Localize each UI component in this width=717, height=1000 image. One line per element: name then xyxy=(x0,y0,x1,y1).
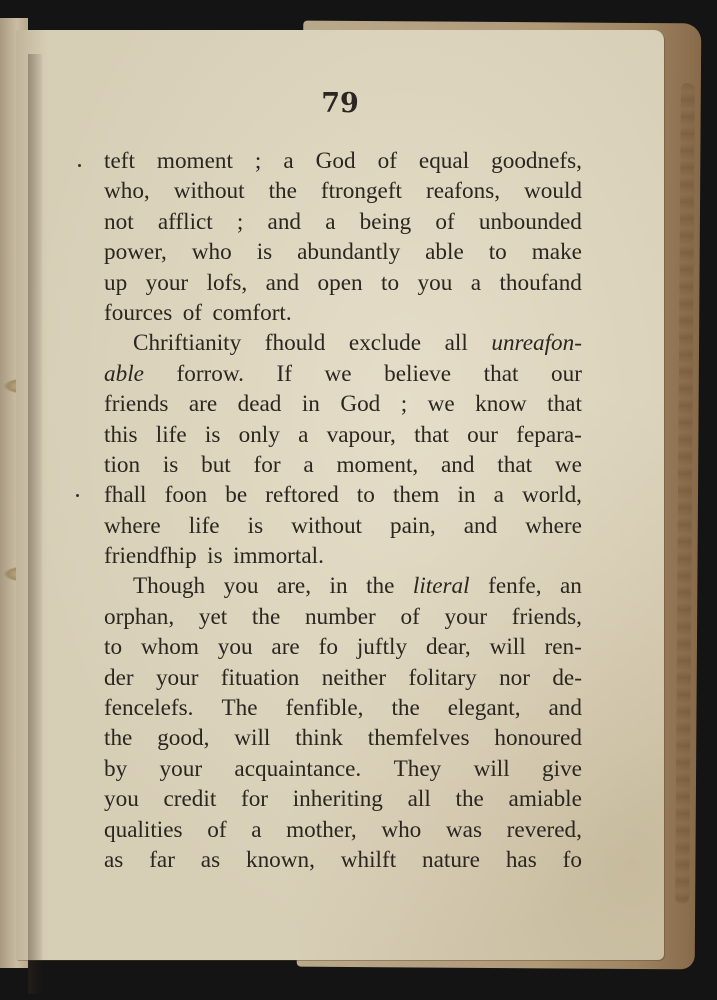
word: who, xyxy=(104,178,150,205)
word: known, xyxy=(245,846,315,873)
word: all xyxy=(444,330,468,357)
word: neither xyxy=(321,664,387,691)
word: qualities xyxy=(104,816,183,843)
ink-speck xyxy=(76,494,79,497)
word: the xyxy=(366,573,395,600)
word: honoured xyxy=(494,725,582,752)
word: and xyxy=(265,269,300,296)
word: of xyxy=(400,603,420,630)
word: and xyxy=(441,451,475,478)
word: inheriting xyxy=(292,786,383,813)
word: moment xyxy=(156,148,233,174)
text-line xyxy=(104,389,582,419)
word: but xyxy=(201,451,231,478)
word: and xyxy=(548,695,582,722)
text-line xyxy=(104,480,582,510)
word: in xyxy=(329,573,348,600)
word: thoufand xyxy=(499,269,582,296)
word: are, xyxy=(276,573,312,600)
word: a xyxy=(470,269,482,296)
text-line xyxy=(104,359,582,389)
word: themfelves xyxy=(367,725,470,752)
word: Chriftianity xyxy=(133,330,242,357)
word: dear, xyxy=(425,634,471,661)
word: all xyxy=(407,786,431,813)
text-line xyxy=(104,237,582,267)
word: ftrongeft xyxy=(320,178,402,205)
word: fepara- xyxy=(516,421,582,448)
word: that xyxy=(483,360,519,387)
word: a xyxy=(251,816,262,843)
word: are xyxy=(188,391,218,418)
word: revered, xyxy=(506,816,582,843)
word: will xyxy=(489,634,526,661)
word: comfort. xyxy=(212,299,292,326)
text-line xyxy=(104,420,582,450)
word: nature xyxy=(422,846,480,873)
word: up xyxy=(104,269,128,296)
word: we xyxy=(427,391,455,418)
word: moment, xyxy=(336,451,419,478)
word: folitary xyxy=(408,664,477,691)
word: has xyxy=(505,846,537,873)
word: unreafon- xyxy=(491,330,582,357)
word: If xyxy=(276,360,292,387)
book-page xyxy=(16,30,664,960)
text-line xyxy=(104,450,582,480)
word: we xyxy=(554,451,582,478)
word: your xyxy=(159,755,203,782)
word: the xyxy=(391,695,420,722)
word: reftored xyxy=(265,482,339,509)
word: we xyxy=(324,360,352,387)
text-line xyxy=(104,815,582,845)
word: only xyxy=(238,421,280,448)
word: in xyxy=(301,391,320,418)
word: without xyxy=(291,512,362,539)
word: where xyxy=(525,512,582,539)
word: number xyxy=(304,603,376,630)
word: a xyxy=(325,208,336,235)
word: fo xyxy=(562,846,582,873)
word: for xyxy=(253,451,281,478)
word: God xyxy=(315,148,356,174)
word: make xyxy=(531,239,582,266)
word: the xyxy=(251,603,281,630)
word: fituation xyxy=(220,664,300,691)
word: life xyxy=(155,421,187,448)
text-line xyxy=(104,663,582,693)
text-line xyxy=(104,298,582,328)
word: life xyxy=(188,512,220,539)
word: reafons, xyxy=(425,178,501,205)
word: able xyxy=(104,360,144,387)
word: literal xyxy=(412,573,470,600)
word: friendfhip xyxy=(104,543,197,570)
word: your xyxy=(145,269,189,296)
word: where xyxy=(104,512,161,539)
word: who xyxy=(381,816,422,843)
word: to xyxy=(356,482,375,509)
word: juftly xyxy=(356,634,408,661)
word: is xyxy=(162,451,179,478)
word: open xyxy=(317,269,363,296)
word: orphan, xyxy=(104,603,175,630)
word: a xyxy=(298,421,309,448)
page-number: 79 xyxy=(321,88,359,119)
word: the xyxy=(455,786,484,813)
word: Though xyxy=(133,573,206,600)
word: your xyxy=(155,664,199,691)
word: friends xyxy=(104,391,169,418)
word: a xyxy=(283,148,294,174)
word: think xyxy=(295,725,343,752)
text-line xyxy=(104,632,582,662)
word: who xyxy=(191,239,232,266)
word: pain, xyxy=(390,512,436,539)
word: to xyxy=(381,269,400,296)
word: der xyxy=(104,664,134,691)
word: fencelefs. xyxy=(104,695,194,722)
word: that xyxy=(497,451,533,478)
word: friends, xyxy=(511,603,582,630)
word: this xyxy=(104,421,138,448)
word: credit xyxy=(163,786,217,813)
word: know xyxy=(475,391,527,418)
word: power, xyxy=(104,239,167,266)
text-line xyxy=(104,146,582,176)
word: fhould xyxy=(264,330,326,357)
text-line xyxy=(104,328,582,358)
word: fhall xyxy=(104,482,147,509)
word: ; xyxy=(400,391,408,418)
word: is xyxy=(204,421,221,448)
word: to xyxy=(488,239,507,266)
word: amiable xyxy=(508,786,582,813)
word: whom xyxy=(140,634,199,661)
text-line xyxy=(104,784,582,814)
word: nor xyxy=(499,664,530,691)
word: are xyxy=(271,634,300,661)
word: exclude xyxy=(348,330,422,357)
word: the xyxy=(104,725,133,752)
ink-speck xyxy=(78,164,81,167)
word: that xyxy=(414,421,449,448)
word: The xyxy=(221,695,258,722)
word: you xyxy=(223,573,259,600)
word: an xyxy=(560,573,582,600)
word: is xyxy=(207,543,223,570)
word: fenfe, xyxy=(488,573,542,600)
word: your xyxy=(444,603,488,630)
text-line xyxy=(104,845,582,875)
page-gutter xyxy=(28,54,42,994)
word: being xyxy=(359,208,412,235)
word: of xyxy=(377,148,397,174)
word: a xyxy=(303,451,314,478)
word: is xyxy=(256,239,273,266)
text-line xyxy=(104,723,582,753)
word: give xyxy=(542,755,582,782)
word: ren- xyxy=(544,634,582,661)
word: you xyxy=(417,269,453,296)
word: would xyxy=(524,178,582,205)
word: without xyxy=(173,178,245,205)
word: mother, xyxy=(286,816,357,843)
word: whilft xyxy=(340,846,397,873)
word: believe xyxy=(384,360,452,387)
text-line xyxy=(104,176,582,206)
word: yet xyxy=(198,603,228,630)
word: They xyxy=(393,755,442,782)
word: that xyxy=(547,391,582,418)
word: far xyxy=(149,846,175,873)
word: in xyxy=(457,482,476,509)
word: to xyxy=(104,634,123,661)
word: vapour, xyxy=(326,421,396,448)
word: dead xyxy=(237,391,282,418)
word: ; xyxy=(254,148,262,174)
word: tion xyxy=(104,451,141,478)
word: of xyxy=(182,299,203,326)
word: teft xyxy=(104,148,135,174)
word: you xyxy=(217,634,253,661)
text-line xyxy=(104,268,582,298)
word: as xyxy=(200,846,221,873)
word: good, xyxy=(157,725,210,752)
word: fenfible, xyxy=(285,695,364,722)
text-line xyxy=(104,693,582,723)
text-line xyxy=(104,754,582,784)
word: will xyxy=(473,755,510,782)
word: ; xyxy=(236,208,244,235)
word: you xyxy=(104,786,139,813)
word: unbounded xyxy=(478,208,582,235)
text-line xyxy=(104,207,582,237)
word: of xyxy=(435,208,455,235)
word: foon xyxy=(164,482,208,509)
word: and xyxy=(463,512,498,539)
word: be xyxy=(225,482,248,509)
word: by xyxy=(104,755,128,782)
word: them xyxy=(392,482,440,509)
word: fo xyxy=(318,634,338,661)
word: immortal. xyxy=(233,543,324,570)
text-line xyxy=(104,511,582,541)
text-line xyxy=(104,571,582,601)
word: was xyxy=(445,816,482,843)
word: world, xyxy=(522,482,582,509)
word: and xyxy=(267,208,302,235)
word: a xyxy=(493,482,504,509)
word: not xyxy=(104,208,134,235)
word: God xyxy=(340,391,381,418)
text-line xyxy=(104,602,582,632)
word: equal xyxy=(418,148,470,174)
word: lofs, xyxy=(206,269,248,296)
word: able xyxy=(425,239,464,266)
word: will xyxy=(234,725,271,752)
word: forrow. xyxy=(176,360,244,387)
word: of xyxy=(207,816,227,843)
word: our xyxy=(551,360,582,387)
word: as xyxy=(104,846,124,873)
word: goodnefs, xyxy=(491,148,582,174)
word: is xyxy=(247,512,264,539)
page-text xyxy=(104,146,582,875)
word: abundantly xyxy=(297,239,401,266)
word: for xyxy=(240,786,269,813)
word: elegant, xyxy=(447,695,521,722)
word: fources xyxy=(104,299,173,326)
text-line xyxy=(104,541,582,571)
word: acquaintance. xyxy=(234,755,362,782)
word: our xyxy=(467,421,499,448)
word: the xyxy=(268,178,297,205)
word: afflict xyxy=(157,208,213,235)
word: de- xyxy=(552,664,582,691)
